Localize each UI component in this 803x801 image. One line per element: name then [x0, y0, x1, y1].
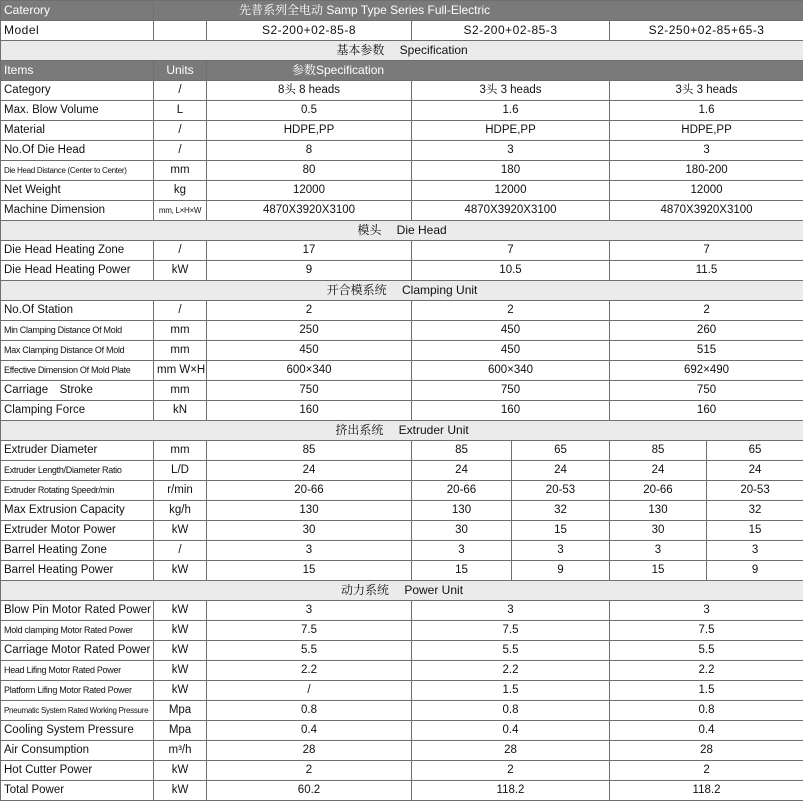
value-cell: 2 [207, 301, 412, 321]
value-cell: 3头 3 heads [412, 81, 610, 101]
value-cell: 24 [707, 461, 803, 481]
value-cell: 2.2 [207, 661, 412, 681]
unit-cell: kW [154, 661, 207, 681]
unit-cell: kW [154, 561, 207, 581]
value-cell: 9 [512, 561, 610, 581]
value-cell: 3 [610, 141, 803, 161]
value-cell: 3 [207, 541, 412, 561]
model-unit-cell [154, 21, 207, 41]
value-cell: 65 [707, 441, 803, 461]
value-cell: 450 [207, 341, 412, 361]
item-label: Net Weight [1, 181, 154, 201]
value-cell: 15 [610, 561, 707, 581]
table-row [1, 721, 803, 741]
item-label: Machine Dimension [1, 201, 154, 221]
value-cell: 3 [512, 541, 610, 561]
value-cell: 12000 [207, 181, 412, 201]
value-cell: 2.2 [610, 661, 803, 681]
value-cell: 180 [412, 161, 610, 181]
item-label: No.Of Station [1, 301, 154, 321]
model-1: S2-200+02-85-8 [207, 21, 412, 41]
table-row [1, 201, 803, 221]
unit-cell: kW [154, 601, 207, 621]
section-basic [1, 41, 803, 61]
table-row [1, 181, 803, 201]
value-cell: 65 [512, 441, 610, 461]
value-cell: 11.5 [610, 261, 803, 281]
unit-cell: m³/h [154, 741, 207, 761]
value-cell: 118.2 [610, 781, 803, 801]
item-label: Air Consumption [1, 741, 154, 761]
table-row [1, 161, 803, 181]
table-row [1, 501, 803, 521]
value-cell: 130 [610, 501, 707, 521]
item-label: Min Clamping Distance Of Mold [1, 321, 154, 341]
units-label: Units [154, 61, 207, 81]
value-cell: HDPE,PP [610, 121, 803, 141]
table-row [1, 121, 803, 141]
value-cell: 15 [707, 521, 803, 541]
items-label: Items [1, 61, 154, 81]
value-cell: 15 [412, 561, 512, 581]
item-label: Hot Cutter Power [1, 761, 154, 781]
value-cell: 4870X3920X3100 [207, 201, 412, 221]
value-cell: 20-53 [707, 481, 803, 501]
table-row [1, 681, 803, 701]
value-cell: 20-66 [207, 481, 412, 501]
value-cell: 32 [707, 501, 803, 521]
unit-cell: / [154, 541, 207, 561]
table-row [1, 381, 803, 401]
value-cell: HDPE,PP [412, 121, 610, 141]
value-cell: 118.2 [412, 781, 610, 801]
table-row [1, 261, 803, 281]
value-cell: 450 [412, 321, 610, 341]
value-cell: 20-66 [412, 481, 512, 501]
table-row [1, 741, 803, 761]
section-row [1, 581, 803, 601]
unit-cell: L/D [154, 461, 207, 481]
unit-cell: Mpa [154, 701, 207, 721]
table-row [1, 101, 803, 121]
unit-cell: mm [154, 321, 207, 341]
unit-cell: r/min [154, 481, 207, 501]
value-cell: 3 [412, 541, 512, 561]
value-cell: 2 [207, 761, 412, 781]
value-cell: 750 [412, 381, 610, 401]
table-row [1, 301, 803, 321]
items-header-row [1, 61, 803, 81]
section-row [1, 281, 803, 301]
value-cell: 10.5 [412, 261, 610, 281]
value-cell: 32 [512, 501, 610, 521]
table-row [1, 701, 803, 721]
value-cell: 3 [707, 541, 803, 561]
section-title: 动力系统 Power Unit [1, 581, 803, 601]
section-title: 模头 Die Head [1, 221, 803, 241]
value-cell: 12000 [412, 181, 610, 201]
value-cell: / [207, 681, 412, 701]
value-cell: 24 [512, 461, 610, 481]
model-row [1, 21, 803, 41]
item-label: Max Extrusion Capacity [1, 501, 154, 521]
unit-cell: kg [154, 181, 207, 201]
value-cell: 160 [207, 401, 412, 421]
value-cell: 28 [207, 741, 412, 761]
table-row [1, 481, 803, 501]
unit-cell: mm [154, 341, 207, 361]
item-label: Head Lifing Motor Rated Power [1, 661, 154, 681]
item-label: Carriage Motor Rated Power [1, 641, 154, 661]
value-cell: 8头 8 heads [207, 81, 412, 101]
table-row [1, 141, 803, 161]
unit-cell: kW [154, 641, 207, 661]
value-cell: 1.5 [610, 681, 803, 701]
unit-cell: kN [154, 401, 207, 421]
item-label: Cooling System Pressure [1, 721, 154, 741]
unit-cell: mm [154, 381, 207, 401]
value-cell: 24 [207, 461, 412, 481]
table-row [1, 341, 803, 361]
value-cell: 2 [610, 761, 803, 781]
value-cell: 0.4 [207, 721, 412, 741]
item-label: No.Of Die Head [1, 141, 154, 161]
value-cell: 85 [610, 441, 707, 461]
unit-cell: mm [154, 161, 207, 181]
value-cell: 85 [412, 441, 512, 461]
item-label: Pneumatic System Rated Working Pressure [1, 701, 154, 721]
value-cell: 2 [610, 301, 803, 321]
value-cell: 130 [412, 501, 512, 521]
section-title: 开合模系统 Clamping Unit [1, 281, 803, 301]
table-row [1, 461, 803, 481]
table-row [1, 661, 803, 681]
value-cell: 180-200 [610, 161, 803, 181]
value-cell: 0.8 [412, 701, 610, 721]
unit-cell: kW [154, 261, 207, 281]
value-cell: 3 [207, 601, 412, 621]
item-label: Max Clamping Distance Of Mold [1, 341, 154, 361]
item-label: Barrel Heating Power [1, 561, 154, 581]
unit-cell: L [154, 101, 207, 121]
item-label: Blow Pin Motor Rated Power [1, 601, 154, 621]
item-label: Barrel Heating Zone [1, 541, 154, 561]
item-label: Die Head Distance (Center to Center) [1, 161, 154, 181]
section-title: 基本参数 Specification [1, 41, 803, 61]
value-cell: 600×340 [207, 361, 412, 381]
value-cell: 7.5 [207, 621, 412, 641]
table-row [1, 361, 803, 381]
unit-cell: / [154, 141, 207, 161]
value-cell: 0.5 [207, 101, 412, 121]
value-cell: 4870X3920X3100 [412, 201, 610, 221]
table-row [1, 541, 803, 561]
value-cell: 3 [610, 541, 707, 561]
value-cell: 2.2 [412, 661, 610, 681]
value-cell: 15 [207, 561, 412, 581]
table-row [1, 561, 803, 581]
unit-cell: kg/h [154, 501, 207, 521]
value-cell: 3头 3 heads [610, 81, 803, 101]
unit-cell: mm W×H [154, 361, 207, 381]
unit-cell: mm, L×H×W [154, 201, 207, 221]
unit-cell: kW [154, 761, 207, 781]
unit-cell: kW [154, 621, 207, 641]
value-cell: 130 [207, 501, 412, 521]
item-label: Max. Blow Volume [1, 101, 154, 121]
value-cell: 3 [412, 601, 610, 621]
value-cell: 7.5 [412, 621, 610, 641]
section-row [1, 221, 803, 241]
item-label: Clamping Force [1, 401, 154, 421]
value-cell: 24 [610, 461, 707, 481]
value-cell: 5.5 [207, 641, 412, 661]
value-cell: 1.5 [412, 681, 610, 701]
table-row [1, 601, 803, 621]
value-cell: 5.5 [610, 641, 803, 661]
value-cell: 15 [512, 521, 610, 541]
value-cell: 160 [412, 401, 610, 421]
value-cell: HDPE,PP [207, 121, 412, 141]
value-cell: 8 [207, 141, 412, 161]
value-cell: 20-66 [610, 481, 707, 501]
value-cell: 2 [412, 761, 610, 781]
table-row [1, 641, 803, 661]
value-cell: 60.2 [207, 781, 412, 801]
value-cell: 30 [207, 521, 412, 541]
spec-label: 参数Specification [207, 61, 803, 81]
table-row [1, 621, 803, 641]
model-3: S2-250+02-85+65-3 [610, 21, 803, 41]
value-cell: 9 [207, 261, 412, 281]
table-row [1, 521, 803, 541]
value-cell: 260 [610, 321, 803, 341]
value-cell: 17 [207, 241, 412, 261]
value-cell: 750 [610, 381, 803, 401]
item-label: Total Power [1, 781, 154, 801]
unit-cell: / [154, 121, 207, 141]
value-cell: 0.4 [412, 721, 610, 741]
unit-cell: kW [154, 521, 207, 541]
unit-cell: kW [154, 781, 207, 801]
item-label: Category [1, 81, 154, 101]
table-row [1, 81, 803, 101]
item-label: Carriage Stroke [1, 381, 154, 401]
value-cell: 0.8 [207, 701, 412, 721]
table-row [1, 241, 803, 261]
item-label: Material [1, 121, 154, 141]
value-cell: 30 [610, 521, 707, 541]
value-cell: 7 [610, 241, 803, 261]
value-cell: 20-53 [512, 481, 610, 501]
unit-cell: kW [154, 681, 207, 701]
section-row [1, 421, 803, 441]
unit-cell: / [154, 301, 207, 321]
item-label: Platform Lifing Motor Rated Power [1, 681, 154, 701]
unit-cell: Mpa [154, 721, 207, 741]
value-cell: 30 [412, 521, 512, 541]
model-label: Model [1, 21, 154, 41]
unit-cell: mm [154, 441, 207, 461]
value-cell: 24 [412, 461, 512, 481]
table-row [1, 321, 803, 341]
value-cell: 4870X3920X3100 [610, 201, 803, 221]
value-cell: 3 [412, 141, 610, 161]
item-label: Extruder Motor Power [1, 521, 154, 541]
unit-cell: / [154, 81, 207, 101]
value-cell: 750 [207, 381, 412, 401]
value-cell: 7.5 [610, 621, 803, 641]
unit-cell: / [154, 241, 207, 261]
item-label: Mold clamping Motor Rated Power [1, 621, 154, 641]
value-cell: 5.5 [412, 641, 610, 661]
item-label: Extruder Rotating Speedr/min [1, 481, 154, 501]
value-cell: 28 [610, 741, 803, 761]
value-cell: 600×340 [412, 361, 610, 381]
value-cell: 7 [412, 241, 610, 261]
item-label: Extruder Diameter [1, 441, 154, 461]
value-cell: 515 [610, 341, 803, 361]
value-cell: 80 [207, 161, 412, 181]
section-title: 挤出系统 Extruder Unit [1, 421, 803, 441]
corner-label: Caterory [1, 1, 154, 21]
table-row [1, 441, 803, 461]
value-cell: 9 [707, 561, 803, 581]
value-cell: 3 [610, 601, 803, 621]
value-cell: 0.8 [610, 701, 803, 721]
title-row [1, 1, 803, 21]
table-row [1, 401, 803, 421]
value-cell: 12000 [610, 181, 803, 201]
model-2: S2-200+02-85-3 [412, 21, 610, 41]
value-cell: 2 [412, 301, 610, 321]
item-label: Die Head Heating Zone [1, 241, 154, 261]
item-label: Effective Dimension Of Mold Plate [1, 361, 154, 381]
value-cell: 0.4 [610, 721, 803, 741]
table-row [1, 761, 803, 781]
item-label: Extruder Length/Diameter Ratio [1, 461, 154, 481]
value-cell: 450 [412, 341, 610, 361]
value-cell: 85 [207, 441, 412, 461]
value-cell: 28 [412, 741, 610, 761]
table-row [1, 781, 803, 801]
value-cell: 1.6 [412, 101, 610, 121]
value-cell: 250 [207, 321, 412, 341]
value-cell: 692×490 [610, 361, 803, 381]
value-cell: 1.6 [610, 101, 803, 121]
page-title: 先普系列全电动 Samp Type Series Full-Electric [154, 1, 803, 21]
item-label: Die Head Heating Power [1, 261, 154, 281]
value-cell: 160 [610, 401, 803, 421]
